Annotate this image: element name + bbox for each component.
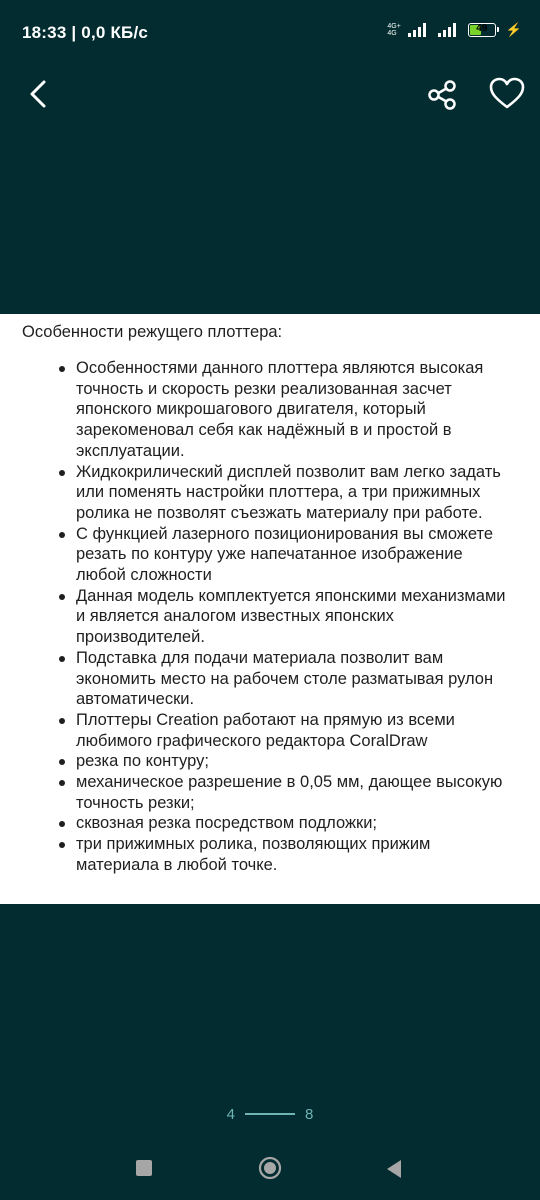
share-button[interactable]: [422, 74, 462, 114]
list-item: механическое разрешение в 0,05 мм, дающее высокую точность резки;: [54, 772, 516, 813]
network-type-bottom: 4G: [387, 30, 397, 37]
network-speed: 0,0 КБ/с: [81, 23, 149, 42]
battery-level-text: 49: [476, 23, 488, 34]
signal-strength-icon-sim2: [438, 23, 456, 37]
clock: 18:33: [22, 23, 67, 42]
list-item: Подставка для подачи материала позволит вам экономить место на рабочем столе разматывая рулон автоматически.: [54, 648, 516, 710]
signal-strength-icon-sim1: [408, 23, 426, 37]
pager-total: 8: [305, 1105, 314, 1123]
battery-icon: [468, 23, 496, 37]
recents-button[interactable]: [136, 1160, 152, 1176]
list-item: С функцией лазерного позиционирования вы сможете резать по контуру уже напечатанное изображение любой сложности: [54, 524, 516, 586]
share-icon: [422, 74, 462, 114]
system-navigation-bar: [0, 1150, 540, 1190]
list-item: три прижимных ролика, позволяющих прижим материала в любой точке.: [54, 834, 516, 875]
features-title: Особенности режущего плоттера:: [22, 323, 283, 341]
back-button[interactable]: [22, 74, 58, 114]
list-item: резка по контуру;: [54, 751, 516, 772]
pager-divider: [245, 1113, 295, 1115]
product-description-card: [0, 314, 540, 904]
list-item: Особенностями данного плоттера являются высокая точность и скорость резки реализованная засчет японского микрошагового двигателя, который зарекоменовал себя как надёжный в и простой в эксплуатации.: [54, 358, 516, 462]
home-button[interactable]: [258, 1156, 282, 1180]
status-separator: |: [66, 23, 82, 42]
charging-icon: ⚡: [505, 22, 522, 37]
features-list: [22, 358, 516, 876]
status-indicators: [387, 22, 522, 38]
system-back-button[interactable]: [384, 1158, 404, 1180]
pager-current: 4: [226, 1105, 235, 1123]
status-time: [22, 23, 148, 43]
home-circle-icon: [258, 1156, 282, 1180]
status-bar: [0, 0, 540, 64]
image-pager: [0, 1102, 540, 1126]
chevron-left-icon: [22, 74, 58, 114]
list-item: Плоттеры Creation работают на прямую из всеми любимого графического редактора CoralDraw: [54, 710, 516, 751]
list-item: сквозная резка посредством подложки;: [54, 813, 516, 834]
heart-icon: [486, 74, 528, 114]
list-item: Жидкокрилический дисплей позволит вам легко задать или поменять настройки плоттера, а три прижимных ролика не позволят съезжать материалу при работе.: [54, 462, 516, 524]
network-type: [387, 23, 400, 37]
list-item: Данная модель комплектуется японскими механизмами и является аналогом известных японских производителей.: [54, 586, 516, 648]
top-app-bar: [0, 64, 540, 124]
favorite-button[interactable]: [486, 74, 528, 114]
back-triangle-icon: [384, 1158, 404, 1180]
battery-tip: [497, 27, 499, 32]
network-type-top: 4G+: [387, 23, 401, 30]
